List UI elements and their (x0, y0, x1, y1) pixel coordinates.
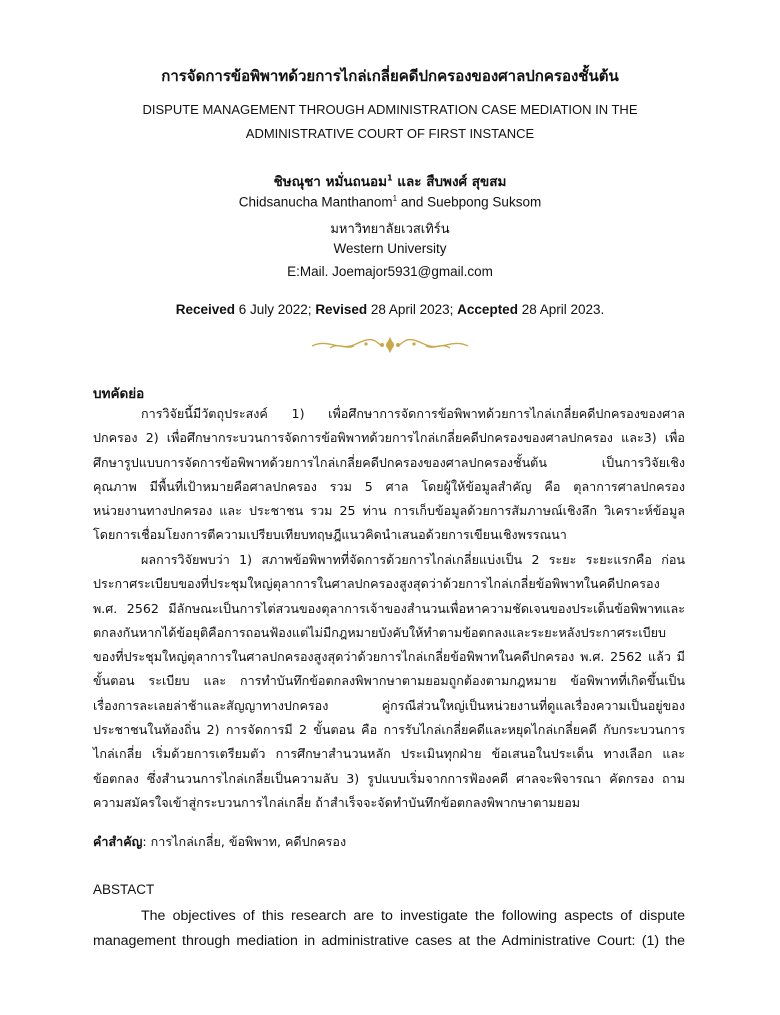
text-line: เรื่องการละเลยล่าช้าและสัญญาทางปกครอง คู่กรณีส่วนใหญ่เป็นหน่วยงานที่ดูแลเรื่องความเป็นอยู่ของ (93, 697, 685, 713)
received-label: Received (175, 302, 235, 317)
affiliation-english: Western University (333, 241, 447, 256)
text-line: ข้อตกลง ซึ่งสำนวนการไกล่เกลี่ยเป็นความลับ 3) รูปแบบเริ่มจากการฟ้องคดี ศาลจะพิจารณา คัดกรอง ถาม (93, 770, 685, 786)
text-line: The objectives of this research are to investigate the following aspects of dispute (141, 908, 685, 924)
text-line: ประชาชนในท้องถิ่น 2) การจัดการมี 2 ขั้นตอน คือ การรับไกล่เกลี่ยคดีและหยุดไกล่เกลี่ยคดี กับกระบวนการ (93, 722, 685, 738)
text-line: คุณภาพ มีพื้นที่เป้าหมายคือศาลปกครอง รวม 5 ศาล โดยผู้ให้ข้อมูลสำคัญ คือ ตุลาการศาลปกครอง (93, 478, 685, 494)
author-thai-rest: และ สืบพงศ์ สุขสม (392, 174, 507, 190)
thai-abstract-heading: บทคัดย่อ (93, 386, 145, 402)
text-line: ตกลงกันหากได้ข้อยุติคือการถอนฟ้องแต่ไม่มีกฎหมายบังคับให้ทำตามข้อตกลงและระยะหลังประกาศระเบียบ (93, 624, 667, 640)
author-thai-sup: 1 (387, 173, 393, 183)
text-line: หน่วยงานทางปกครอง และ ประชาชน รวม 25 ท่าน การเก็บข้อมูลด้วยการสัมภาษณ์เชิงลึก วิเคราะห์ข้อมูล (93, 503, 685, 519)
text-line: ขั้นตอน ระเบียบ และ การทำบันทึกข้อตกลงพิพากษาตามยอมถูกต้องตามกฎหมาย ข้อพิพาทที่เกิดขึ้นเป็น (93, 673, 685, 689)
author-english-sup: 1 (392, 194, 398, 203)
author-thai-first: ชิษณุชา หมั่นถนอม (273, 174, 388, 190)
english-title (110, 98, 670, 146)
english-title-line-1: DISPUTE MANAGEMENT THROUGH ADMINISTRATION CASE MEDIATION IN THE (142, 102, 638, 117)
thai-abstract-paragraph-2 (93, 548, 685, 815)
keywords-label: คำสำคัญ (93, 834, 143, 849)
text-line: ประกาศระเบียบของที่ประชุมใหญ่ตุลาการในศาลปกครองสูงสุดว่าด้วยการไกล่เกลี่ยข้อพิพาทในคดีปกครอง (93, 576, 660, 592)
authors-thai (100, 170, 680, 192)
keywords (93, 832, 346, 852)
text-line: management through mediation in administrative cases at the Administrative Court: (1) the (93, 932, 685, 949)
english-abstract-paragraph (93, 904, 685, 953)
author-english-first: Chidsanucha Manthanom (238, 194, 393, 210)
english-title-line-2: ADMINISTRATIVE COURT OF FIRST INSTANCE (245, 126, 535, 141)
revised-label: Revised (315, 302, 368, 317)
thai-abstract-paragraph-1 (93, 402, 685, 548)
text-line: ปกครอง 2) เพื่อศึกษากระบวนการจัดการข้อพิพาทด้วยการไกล่เกลี่ยคดีปกครองของศาลปกครอง และ3) เพื่อ (93, 430, 685, 446)
keywords-value: : การไกล่เกลี่ย, ข้อพิพาท, คดีปกครอง (142, 834, 347, 849)
affiliation-thai: มหาวิทยาลัยเวสเทิร์น (330, 222, 450, 237)
revised-date: 28 April 2023; (367, 302, 458, 317)
english-abstract-heading: ABSTACT (93, 882, 155, 897)
text-line: ความสมัครใจเข้าสู่กระบวนการไกล่เกลี่ย ถ้าสำเร็จจะจัดทำบันทึกข้อตกลงพิพากษาตามยอม (93, 794, 581, 810)
thai-title: การจัดการข้อพิพาทด้วยการไกล่เกลี่ยคดีปกครองของศาลปกครองชั้นต้น (161, 67, 619, 85)
decorative-divider-ornament (310, 334, 470, 356)
received-date: 6 July 2022; (235, 302, 316, 317)
author-english-rest: and Suebpong Suksom (397, 194, 542, 210)
text-line: ผลการวิจัยพบว่า 1) สภาพข้อพิพาทที่จัดการด้วยการไกล่เกลี่ยแบ่งเป็น 2 ระยะ ระยะแรกคือ ก่อน (141, 552, 685, 567)
text-line: โดยการเชื่อมโยงการตีความเปรียบเทียบทฤษฎีแนวคิดนำเสนอด้วยการเขียนเชิงพรรณนา (93, 527, 567, 543)
text-line: ศึกษารูปแบบการจัดการข้อพิพาทด้วยการไกล่เกลี่ยคดีปกครองของศาลปกครองชั้นต้น เป็นการวิจัยเชิง (93, 454, 685, 470)
submission-dates (100, 302, 680, 317)
accepted-date: 28 April 2023. (517, 302, 605, 317)
accepted-label: Accepted (457, 302, 518, 317)
authors-english (100, 194, 680, 210)
text-line: ของที่ประชุมใหญ่ตุลาการในศาลปกครองสูงสุดว่าด้วยการไกล่เกลี่ยข้อพิพาทในคดีปกครอง พ.ศ. 2562 แล้ว มี (93, 649, 685, 665)
text-line: พ.ศ. 2562 มีลักษณะเป็นการไต่สวนของตุลาการเจ้าของสำนวนเพื่อหาความชัดเจนของประเด็นข้อพิพาทและ (93, 600, 685, 616)
text-line: การวิจัยนี้มีวัตถุประสงค์ 1) เพื่อศึกษาการจัดการข้อพิพาทด้วยการไกล่เกลี่ยคดีปกครองของศาล (141, 406, 685, 421)
author-email: E:Mail. Joemajor5931@gmail.com (287, 264, 493, 279)
text-line: ไกล่เกลี่ย เริ่มด้วยการเตรียมตัว การศึกษาสำนวนหลัก ประเมินทุกฝ่าย ข้อเสนอในประเด็น ทางเลือก และ (93, 746, 685, 762)
